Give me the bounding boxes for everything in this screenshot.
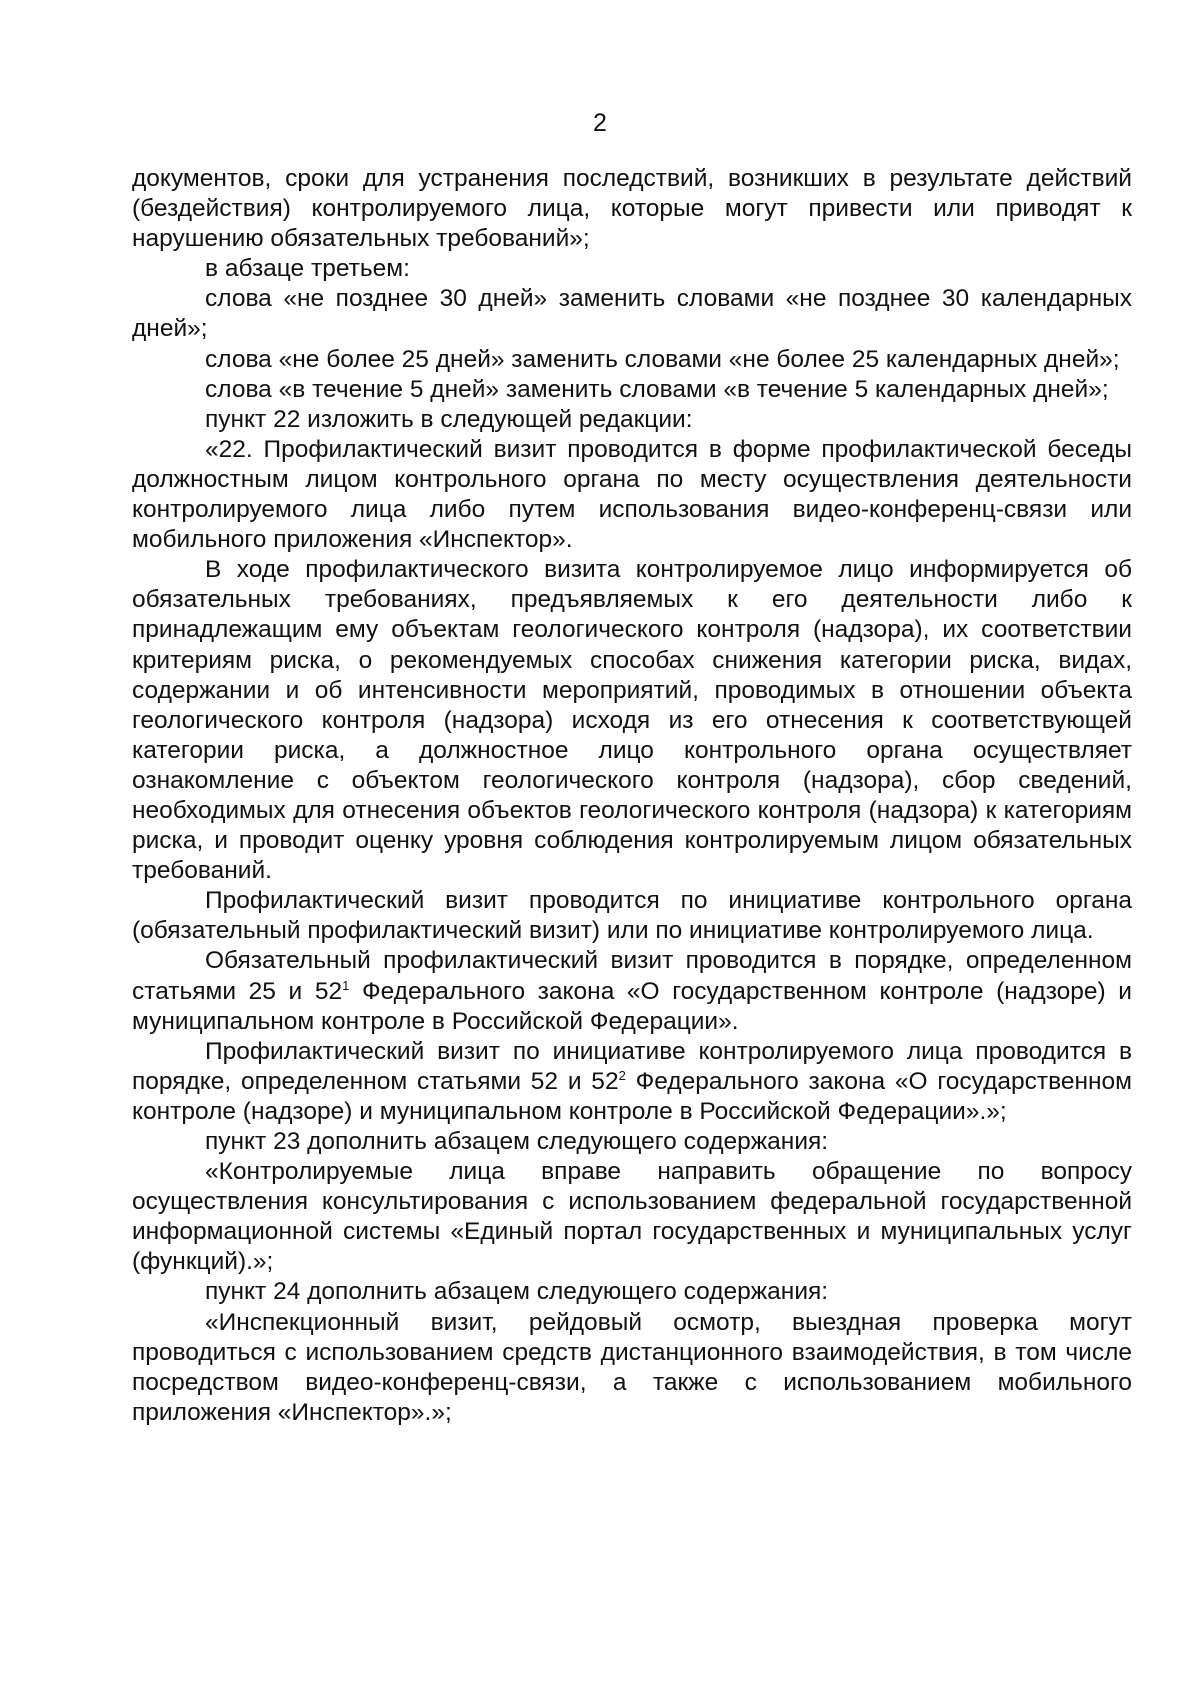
superscript-1: 1 xyxy=(342,977,350,993)
paragraph-point-24-text: «Инспекционный визит, рейдовый осмотр, выездная проверка могут проводиться с использованием средств дистанционного взаимодействия, в том числе посредством видео-конференц-связи, а также с использованием мобильного приложения «Инспектор».»; xyxy=(132,1308,1132,1426)
page-number: 2 xyxy=(593,109,607,137)
paragraph-visit-by-request-after: Федерального закона «О государственном контроле (надзоре) и муниципальном контроле в Российской Федерации».»; xyxy=(132,1067,1133,1125)
paragraph-point-22-header: пункт 22 изложить в следующей редакции: xyxy=(205,405,693,433)
paragraph-mandatory-visit xyxy=(132,946,1132,1036)
paragraph-visit-by-request-before: Профилактический визит по инициативе контролируемого лица проводится в порядке, определенном статьями 52 и 52 xyxy=(132,1037,1132,1095)
paragraph-paragraph-three-header: в абзаце третьем: xyxy=(205,255,410,283)
paragraph-replace-5-days: слова «в течение 5 дней» заменить словами «в течение 5 календарных дней»; xyxy=(205,375,1109,403)
paragraph-point-23-header: пункт 23 дополнить абзацем следующего содержания: xyxy=(205,1128,829,1155)
paragraph-point-22-text: «22. Профилактический визит проводится в форме профилактической беседы должностным лицом контрольного органа по месту осуществления деятельности контролируемого лица либо путем использования видео-конференц-связи или мобильного приложения «Инспектор». xyxy=(132,435,1132,554)
document-body xyxy=(132,164,1132,1428)
paragraph-continuation: документов, сроки для устранения последствий, возникших в результате действий (бездействия) контролируемого лица, которые могут привести или приводят к нарушению обязательных требований»; xyxy=(132,165,1132,253)
superscript-2: 2 xyxy=(618,1067,626,1083)
paragraph-visit-by-request xyxy=(132,1037,1132,1127)
paragraph-mandatory-visit-before: Обязательный профилактический визит проводится в порядке, определенном статьями 25 и 52 xyxy=(132,947,1132,1005)
paragraph-visit-initiative: Профилактический визит проводится по инициативе контрольного органа (обязательный профилактический визит) или по инициативе контролируемого лица. xyxy=(132,887,1132,945)
paragraph-replace-30-days: слова «не позднее 30 дней» заменить словами «не позднее 30 календарных дней»; xyxy=(132,285,1132,343)
paragraph-point-23-text: «Контролируемые лица вправе направить обращение по вопросу осуществления консультирования с использованием федеральной государственной информационной системы «Единый портал государственных и муниципальных услуг (функций).»; xyxy=(132,1158,1132,1276)
paragraph-replace-25-days: слова «не более 25 дней» заменить словами «не более 25 календарных дней»; xyxy=(205,345,1120,373)
paragraph-point-24-header: пункт 24 дополнить абзацем следующего содержания: xyxy=(205,1278,829,1306)
paragraph-visit-details: В ходе профилактического визита контролируемое лицо информируется об обязательных требованиях, предъявляемых к его деятельности либо к принадлежащим ему объектам геологического контроля (надзора), их соответствии критериям риска, о рекомендуемых способах снижения категории риска, видах, содержании и об интенсивности мероприятий, проводимых в отношении объекта геологического контроля (надзора) исходя из его отнесения к соответствующей категории риска, а должностное лицо контрольного органа осуществляет ознакомление с объектом геологического контроля (надзора), сбор сведений, необходимых для отнесения объектов геологического контроля (надзора) к категориям риска, и проводит оценку уровня соблюдения контролируемым лицом обязательных требований. xyxy=(132,556,1132,885)
paragraph-mandatory-visit-after: Федерального закона «О государственном контроле (надзоре) и муниципальном контроле в Российской Федерации». xyxy=(132,977,1132,1035)
